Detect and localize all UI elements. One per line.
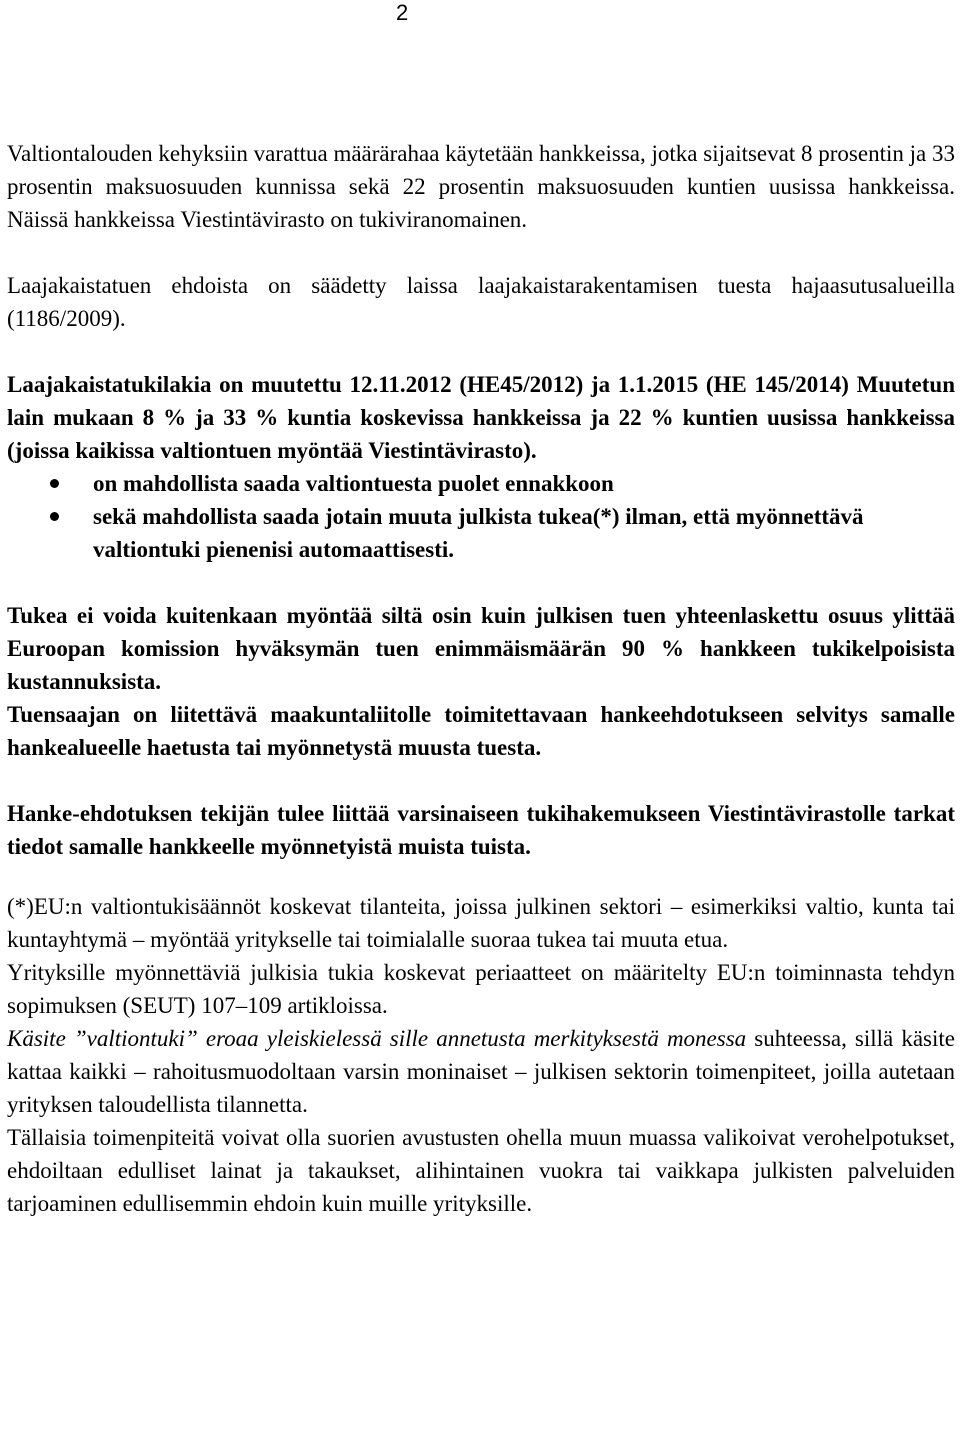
list-item — [7, 467, 955, 500]
paragraph-applicant-obligation: Tuensaajan on liitettävä maakuntaliitolle toimitettavaan hankeehdotukseen selvitys samalle hankealueelle haetusta tai myönnetystä muusta tuesta. — [7, 702, 955, 760]
list-item-text: sekä mahdollista saada jotain muuta julkista tukea(*) ilman, että myönnettävä valtiontuki pienenisi automaattisesti. — [93, 504, 864, 562]
bullet-icon — [50, 512, 59, 521]
footnote-concept-rest: suhteessa, sillä käsite kattaa kaikki – rahoitusmuodoltaan varsin moninaiset – julkisen sektorin toimenpiteet, joilla autetaan yrityksen taloudellista tilannetta. — [7, 1026, 955, 1117]
list-item — [7, 500, 955, 566]
bullet-list — [7, 467, 955, 566]
footnote — [7, 890, 955, 1220]
list-item-text: on mahdollista saada valtiontuesta puolet ennakkoon — [93, 471, 614, 496]
paragraph-law-amendment: Laajakaistatukilakia on muutettu 12.11.2012 (HE45/2012) ja 1.1.2015 (HE 145/2014) Muutetun lain mukaan 8 % ja 33 % kuntia koskevissa hankkeissa ja 22 % kuntien uusissa hankkeissa (joissa kaikissa valtiontuen myöntää Viestintävirasto). — [7, 372, 955, 463]
bullet-icon — [50, 479, 59, 488]
document-body — [7, 137, 955, 1220]
page-number: 2 — [396, 0, 409, 25]
footnote-treaty-reference: Yrityksille myönnettäviä julkisia tukia koskevat periaatteet on määritelty EU:n toiminnasta tehdyn sopimuksen (SEUT) 107–109 artikloissa. — [7, 960, 955, 1018]
footnote-measures: Tällaisia toimenpiteitä voivat olla suorien avustusten ohella muun muassa valikoivat verohelpotukset, ehdoiltaan edulliset lainat ja takaukset, alihintainen vuokra tai vaikkapa julkisten palveluiden tarjoaminen edullisemmin ehdoin kuin muille yrityksille. — [7, 1125, 955, 1216]
paragraph-legal-basis: Laajakaistatuen ehdoista on säädetty laissa laajakaistarakentamisen tuesta hajaasutusalueilla (1186/2009). — [7, 273, 955, 331]
footnote-concept — [7, 1022, 955, 1121]
footnote-concept-italic: Käsite ”valtiontuki” eroaa yleiskielessä sille annetusta merkityksestä monessa — [7, 1026, 747, 1051]
paragraph-funding: Valtiontalouden kehyksiin varattua määrärahaa käytetään hankkeissa, jotka sijaitsevat 8 prosentin ja 33 prosentin maksuosuuden kunnissa sekä 22 prosentin maksuosuuden kuntien uusissa hankkeissa. Näissä hankkeissa Viestintävirasto on tukiviranomainen. — [7, 141, 955, 232]
paragraph-application-requirement: Hanke-ehdotuksen tekijän tulee liittää varsinaiseen tukihakemukseen Viestintävirastolle tarkat tiedot samalle hankkeelle myönnetyistä muista tuista. — [7, 801, 955, 859]
footnote-state-aid-rules: (*)EU:n valtiontukisäännöt koskevat tilanteita, joissa julkinen sektori – esimerkiksi valtio, kunta tai kuntayhtymä – myöntää yritykselle tai toimialalle suoraa tukea tai muuta etua. — [7, 894, 955, 952]
paragraph-aid-limit: Tukea ei voida kuitenkaan myöntää siltä osin kuin julkisen tuen yhteenlaskettu osuus ylittää Euroopan komission hyväksymän tuen enimmäismäärän 90 % hankkeen tukikelpoisista kustannuksista. — [7, 603, 955, 694]
